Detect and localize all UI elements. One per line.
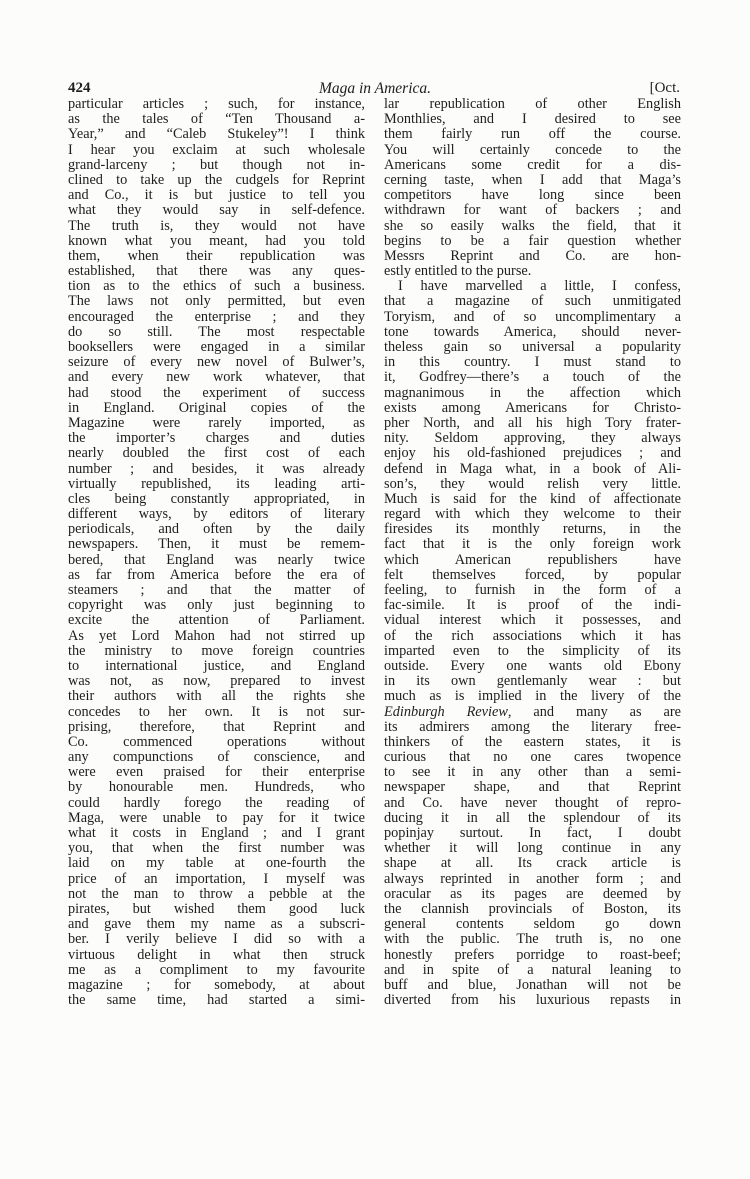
text-line: its admirers among the literary free- <box>384 718 681 735</box>
text-line: concedes to her own. It is not sur- <box>68 703 365 720</box>
text-line: magazine ; for somebody, at about <box>68 976 365 993</box>
text-line: me as a compliment to my favourite <box>68 961 365 978</box>
text-line: could hardly forego the reading of <box>68 794 365 811</box>
text-line: defend in Maga what, in a book of Ali- <box>384 460 681 477</box>
text-line: seizure of every new novel of Bulwer’s, <box>68 354 365 371</box>
text-line: were even praised for their enterprise <box>68 764 365 781</box>
text-line: estly entitled to the purse. <box>384 263 532 280</box>
text-line: any compunctions of conscience, and <box>68 749 365 766</box>
text-line: virtually republished, its leading arti- <box>68 475 365 492</box>
text-line: Much is said for the kind of affectionate <box>384 490 681 507</box>
text-line: much as is implied in the livery of the <box>384 688 681 705</box>
text-line: nearly doubled the first cost of each <box>68 445 365 462</box>
text-line: Year,” and “Caleb Stukeley”! I think <box>68 126 365 143</box>
text-line: felt themselves forced, by popular <box>384 566 681 583</box>
issue-date: [Oct. <box>649 80 680 96</box>
text-line: them fairly run off the course. <box>384 126 681 143</box>
text-line: what they would say in self-defence. <box>68 202 365 219</box>
text-line: the clannish provincials of Boston, its <box>384 900 681 917</box>
text-line: laid on my table at one-fourth the <box>68 855 365 872</box>
text-line: different ways, by editors of literary <box>68 506 365 523</box>
text-line: ducing it in all the splendour of its <box>384 809 681 826</box>
text-line: and every new work whatever, that <box>68 369 365 386</box>
text-line: by honourable men. Hundreds, who <box>68 779 365 796</box>
text-line: was not, as now, prepared to invest <box>68 673 365 690</box>
text-line: shape at all. Its crack article is <box>384 855 681 872</box>
text-line: pher North, and all his high Tory frater- <box>384 414 681 431</box>
text-line: general contents seldom go down <box>384 916 681 933</box>
text-line: always reprinted in another form ; and <box>384 870 681 887</box>
text-line: newspaper shape, and that Reprint <box>384 779 681 796</box>
text-line: and Co., it is but justice to tell you <box>68 187 365 204</box>
text-line: established, that there was any ques- <box>68 263 365 280</box>
text-line: virtuous delight in what then struck <box>68 946 365 963</box>
text-line: fac-simile. It is proof of the indi- <box>384 597 681 614</box>
right-column <box>384 97 681 1008</box>
text-line: had stood the experiment of success <box>68 384 365 401</box>
text-line: regard with which they welcome to their <box>384 506 681 523</box>
text-line: and in spite of a natural leaning to <box>384 961 681 978</box>
text-line: fact that it is the only foreign work <box>384 536 681 553</box>
text-line: it, Godfrey—there’s a touch of the <box>384 369 681 386</box>
text-line: cles being constantly appropriated, in <box>68 490 365 507</box>
text-line: I hear you exclaim at such wholesale <box>68 141 365 158</box>
text-line: The laws not only permitted, but even <box>68 293 365 310</box>
text-line: As yet Lord Mahon had not stirred up <box>68 627 365 644</box>
text-line: of the rich associations which it has <box>384 627 681 644</box>
text-line: what it costs in England ; and I grant <box>68 825 365 841</box>
text-line: I have marvelled a little, I confess, <box>398 278 681 295</box>
text-line: magnanimous in the affection which <box>384 384 681 401</box>
page-number: 424 <box>68 80 91 96</box>
text-line: feeling, to furnish in the form of a <box>384 582 681 598</box>
text-line: imparted even to the simplicity of its <box>384 642 681 659</box>
text-line: You will certainly concede to the <box>384 141 681 158</box>
left-column <box>68 97 365 1008</box>
text-line: copyright was only just beginning to <box>68 597 365 614</box>
running-title: Maga in America. <box>318 80 432 97</box>
text-line: tion as to the ethics of such a business. <box>68 278 365 295</box>
text-line: oracular as its pages are deemed by <box>384 885 681 902</box>
text-line: begins to be a fair question whether <box>384 232 681 249</box>
text-line: lar republication of other English <box>384 96 681 112</box>
text-line: you, that when the first number was <box>68 840 365 857</box>
text-line: in this country. I must stand to <box>384 354 681 371</box>
text-line: newspapers. Then, it must be remem- <box>68 536 365 553</box>
text-line: their authors with all the rights she <box>68 688 365 705</box>
text-line: diverted from his luxurious repasts in <box>384 992 681 1009</box>
text-line: not the man to throw a pebble at the <box>68 885 365 902</box>
text-line: bered, that England was nearly twice <box>68 551 365 568</box>
text-line: Americans some credit for a dis- <box>384 156 681 173</box>
text-line: exists among Americans for Christo- <box>384 399 681 416</box>
text-line: Monthlies, and I desired to see <box>384 111 681 128</box>
text-line: as far from America before the era of <box>68 566 365 583</box>
text-line: Messrs Reprint and Co. are hon- <box>384 247 681 264</box>
text-line: to international justice, and England <box>68 657 365 674</box>
text-line: popinjay surtout. In fact, I doubt <box>384 825 681 841</box>
text-line: Toryism, and of so uncomplimentary a <box>384 308 681 325</box>
text-line: ber. I verily believe I did so with a <box>68 931 365 948</box>
text-line: and gave them my name as a subscri- <box>68 916 365 933</box>
text-line: periodicals, and often by the daily <box>68 521 365 538</box>
text-line: number ; and besides, it was already <box>68 460 365 477</box>
text-line: the importer’s charges and duties <box>68 430 365 447</box>
text-line: clined to take up the cudgels for Reprint <box>68 171 365 188</box>
text-line: and Co. have never thought of repro- <box>384 794 681 811</box>
text-line <box>384 705 681 720</box>
text-line: theless gain so universal a popularity <box>384 339 681 355</box>
text-line: booksellers were engaged in a similar <box>68 339 365 355</box>
text-line: prising, therefore, that Reprint and <box>68 718 365 735</box>
text-line: vidual interest which it possesses, and <box>384 612 681 629</box>
text-line: in England. Original copies of the <box>68 399 365 416</box>
text-line: firesides its monthly returns, in the <box>384 521 681 538</box>
text-line: The truth is, they would not have <box>68 217 365 234</box>
text-line: with the public. The truth is, no one <box>384 931 681 948</box>
text-line: whether it will long continue in any <box>384 840 681 857</box>
text-line: particular articles ; such, for instance, <box>68 96 365 112</box>
text-line: enjoy his old-fashioned prejudices ; and <box>384 445 681 462</box>
text-line: excite the attention of Parliament. <box>68 612 365 629</box>
text-line: son’s, they would relish very little. <box>384 475 681 492</box>
text-line: Co. commenced operations without <box>68 733 365 750</box>
text-line: buff and blue, Jonathan will not be <box>384 976 681 993</box>
text-line: Magazine were rarely imported, as <box>68 414 365 431</box>
text-line: price of an importation, I myself was <box>68 870 365 887</box>
text-line: outside. Every one wants old Ebony <box>384 657 681 674</box>
text-line: pirates, but wished them good luck <box>68 900 365 917</box>
italic-title: Edinburgh Review <box>384 703 508 720</box>
text-line: them, when their republication was <box>68 247 365 264</box>
text-line: the ministry to move foreign countries <box>68 642 365 659</box>
text-line: steamers ; and that the matter of <box>68 582 365 598</box>
text-line: honestly prefers porridge to roast-beef; <box>384 946 681 963</box>
text-line: the same time, had started a simi- <box>68 992 365 1009</box>
text-line: cerning taste, when I add that Maga’s <box>384 171 681 188</box>
text-line: that a magazine of such unmitigated <box>384 293 681 310</box>
text-line: competitors have long since been <box>384 187 681 204</box>
text-line: Maga, were unable to pay for it twice <box>68 809 365 826</box>
text-line: she so easily walks the field, that it <box>384 217 681 234</box>
line-rest: , and many as are <box>507 703 681 720</box>
text-line: withdrawn for want of backers ; and <box>384 202 681 219</box>
text-line: nity. Seldom approving, they always <box>384 430 681 447</box>
text-line: grand-larceny ; but though not in- <box>68 156 365 173</box>
text-line: encouraged the enterprise ; and they <box>68 308 365 325</box>
text-line: curious that no one cares twopence <box>384 749 681 766</box>
text-line: tone towards America, should never- <box>384 323 681 340</box>
text-line: as the tales of “Ten Thousand a- <box>68 111 365 128</box>
text-line: to see it in any other than a semi- <box>384 764 681 781</box>
text-line: which American republishers have <box>384 551 681 568</box>
text-line: thinkers of the eastern states, it is <box>384 733 681 750</box>
text-line: known what you meant, had you told <box>68 232 365 249</box>
text-line: in its own gentlemanly wear : but <box>384 673 681 690</box>
text-line: do so still. The most respectable <box>68 323 365 340</box>
